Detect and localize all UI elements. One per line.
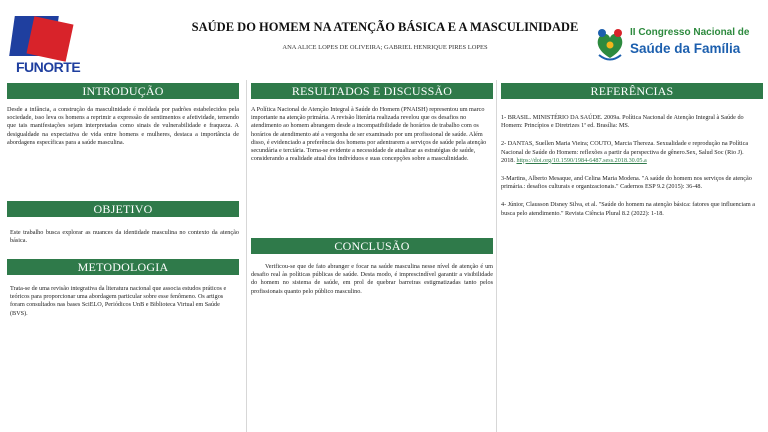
right-column: [497, 80, 768, 432]
funorte-logo: [8, 12, 82, 75]
funorte-logo-text: FUNORTE: [16, 59, 81, 75]
objetivo-text: Este trabalho busca explorar as nuances da identidade masculina no contexto da atenção básica.: [10, 229, 239, 245]
middle-column: [247, 80, 495, 432]
conclusao-text: Verificou-se que de fato abranger e focar na saúde masculina nesse nível de atenção é um desafio real às políticas públicas de saúde. Desta modo, é imprescindível garantir a visibilidade do homem no sistema de saúde, em prol de quebrar barreiras estigmatizadas tanto pelos profissionais quanto pelo público masculino.: [251, 263, 493, 295]
conclusao-heading: CONCLUSÃO: [251, 238, 493, 254]
left-column: [0, 80, 246, 432]
resultados-text: A Política Nacional de Atenção Integral à Saúde do Homem (PNAISH) representou um marco importante na atenção primária. A revisão literária realizada revelou que os desafios no atendimento ao homem abrangem desde a incompatibilidade de horários de trabalho com os horários de atendimento até a vergonha de ser examinado por um profissional de saúde. Além disso, é evidenciado a preferência dos homens por adentrarem a serviços de saúde pela atenção secundária e terciária. Torna-se evidente a necessidade de atualizar as estratégias de saúde, considerando a realidade atual dos indivíduos e suas concepções sobre a masculinidade.: [251, 106, 487, 163]
reference-item: [501, 140, 759, 165]
reference-item: [501, 114, 759, 130]
metodologia-heading: METODOLOGIA: [7, 259, 239, 275]
introducao-heading: INTRODUÇÃO: [7, 83, 239, 99]
references-list: [501, 114, 759, 228]
reference-1-text: 1- BRASIL. MINISTÉRIO DA SAÚDE. 2009a. Política Nacional de Atenção Integral à Saúde do Homem: Princípios e Diretrizes 1ª ed. Brasília: MS.: [501, 114, 744, 130]
congress-logo-line1: II Congresso Nacional de: [630, 27, 750, 38]
reference-3-text: 3-Martins, Alberto Mesaque, and Celina Maria Modena. "A saúde do homem nos serviços de atenção primária.: desafios culturais e organizacionais." Cadernos ESP 9.2 (2015): 36-48.: [501, 174, 752, 191]
family-icon: [590, 24, 630, 64]
introducao-text: Desde a infância, a construção da masculinidade é moldada por padrões estabelecidos pela sociedade, isso leva os homens a reprimir a expressão de sentimentos e afetividade, temendo que tais manifestações sejam interpretadas como sinais de vulnerabilidade e fraqueza. A desigualdade na expectativa de vida entre homens e mulheres, destaca a importância de abordagens específicas para a saúde masculina.: [7, 106, 239, 146]
reference-4-text: 4- Júnior, Clausson Disney Silva, et al. "Saúde do homem na atenção básica: fatores que influenciam a busca pelo atendimento." Revista Ciência Plural 8.2 (2022): 1-18.: [501, 201, 756, 217]
reference-2-text: 2- DANTAS, Suellen Maria Vieira; COUTO, Marcia Thereza. Sexualidade e reprodução na Política Nacional de Saúde do Homem: reflexões a partir da perspectiva de gênero.Sex, Salud Soc (Rio J). 2018.: [501, 140, 749, 164]
reference-item: [501, 201, 759, 217]
objetivo-heading: OBJETIVO: [7, 201, 239, 217]
referencias-heading: REFERÊNCIAS: [501, 83, 763, 99]
reference-2-doi-link[interactable]: https://doi.org/10.1590/1984-6487.sess.2018.30.05.a: [516, 156, 647, 164]
congress-logo: [588, 22, 750, 66]
reference-item: [501, 175, 759, 191]
poster-header: [0, 0, 768, 80]
poster-authors: ANA ALICE LOPES DE OLIVEIRA; GABRIEL HENRIQUE PIRES LOPES: [282, 44, 488, 51]
congress-logo-line2: Saúde da Família: [630, 41, 741, 56]
resultados-heading: RESULTADOS E DISCUSSÃO: [251, 83, 493, 99]
metodologia-text: Trata-se de uma revisão integrativa da literatura nacional que associa estudos práticos e teóricos para proporcionar uma abordagem particular sobre esse fenômeno. Os artigos foram consultados nas bases SciELO, Periódicos UnB e Biblioteca Virtual em Saúde (BVS).: [10, 285, 227, 317]
poster-title: SAÚDE DO HOMEM NA ATENÇÃO BÁSICA E A MASCULINIDADE: [191, 20, 579, 34]
logo-red-shape: [26, 16, 73, 61]
